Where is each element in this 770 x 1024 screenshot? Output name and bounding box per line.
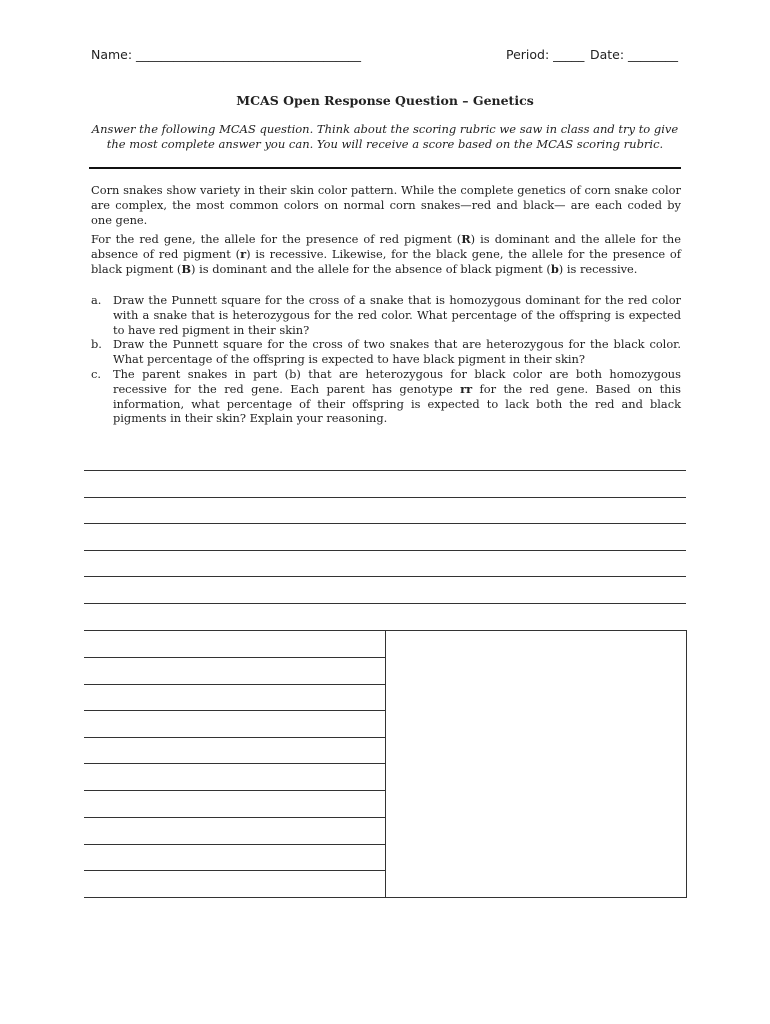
- allele-red-recessive: r: [240, 246, 247, 261]
- date-field[interactable]: Date: ________: [590, 47, 679, 62]
- question-item-b: [91, 337, 681, 367]
- allele-black-recessive: b: [550, 261, 559, 276]
- alleles-text-3: ) is recessive. Likewise, for the black gene, the allele for the presence of black pigment (: [91, 246, 681, 276]
- question-item-a: [91, 293, 681, 337]
- alleles-text-4: ) is dominant and the allele for the absence of black pigment (: [191, 261, 551, 276]
- alleles-text-5: ) is recessive.: [558, 261, 638, 276]
- alleles-text-1: For the red gene, the allele for the presence of red pigment (: [91, 232, 462, 246]
- answer-line[interactable]: [84, 523, 686, 524]
- question-text-after: for the red gene. Based on this information, what percentage of their offspring is expected to lack both the red and black pigments in their skin? Explain your reasoning.: [113, 381, 681, 426]
- answer-line[interactable]: [84, 817, 385, 818]
- instructions-text: Answer the following MCAS question. Think about the scoring rubric we saw in class and try to give the most complete answer you can. You will receive a score based on the MCAS scoring rubric.: [91, 122, 679, 151]
- alleles-text-2: ) is dominant and the allele for the absence of red pigment (: [91, 232, 681, 261]
- answer-line[interactable]: [84, 897, 385, 898]
- punnett-square-box[interactable]: [385, 630, 687, 898]
- header-divider: [89, 167, 681, 169]
- genotype-rr: rr: [460, 381, 473, 396]
- period-field[interactable]: Period: _____: [506, 47, 585, 62]
- answer-line[interactable]: [84, 790, 385, 791]
- answer-line[interactable]: [84, 550, 686, 551]
- answer-line[interactable]: [84, 576, 686, 577]
- allele-black-dominant: B: [181, 261, 192, 276]
- page-title: MCAS Open Response Question – Genetics: [236, 93, 534, 108]
- question-text: Draw the Punnett square for the cross of two snakes that are heterozygous for the black color. What percentage of the offspring is expected to have black pigment in their skin?: [113, 337, 681, 367]
- answer-line[interactable]: [84, 603, 686, 604]
- question-list: [91, 293, 681, 426]
- question-marker: b.: [91, 337, 102, 352]
- answer-line[interactable]: [84, 470, 686, 471]
- answer-line[interactable]: [84, 844, 385, 845]
- answer-line[interactable]: [84, 497, 686, 498]
- question-text-before: The parent snakes in part (b) that are heterozygous for black color are both homozygous recessive for the red gene. Each parent has genotype: [113, 366, 681, 396]
- question-marker: a.: [91, 293, 102, 307]
- question-marker: c.: [91, 366, 102, 381]
- alleles-paragraph: [91, 232, 681, 276]
- question-text: Draw the Punnett square for the cross of a snake that is homozygous dominant for the red color with a snake that is heterozygous for the red color. What percentage of the offspring is expected to have red pigment in their skin?: [113, 293, 681, 337]
- answer-line[interactable]: [84, 870, 385, 871]
- question-item-c: [91, 367, 681, 426]
- answer-line[interactable]: [84, 710, 385, 711]
- answer-line[interactable]: [84, 763, 385, 764]
- name-field[interactable]: Name: ____________________________________: [91, 47, 362, 62]
- allele-red-dominant: R: [461, 232, 471, 246]
- answer-line[interactable]: [84, 737, 385, 738]
- answer-line[interactable]: [84, 657, 385, 658]
- answer-line[interactable]: [84, 684, 385, 685]
- intro-paragraph: Corn snakes show variety in their skin color pattern. While the complete genetics of corn snake color are complex, the most common colors on normal corn snakes—red and black— are each coded by one gene.: [91, 183, 681, 227]
